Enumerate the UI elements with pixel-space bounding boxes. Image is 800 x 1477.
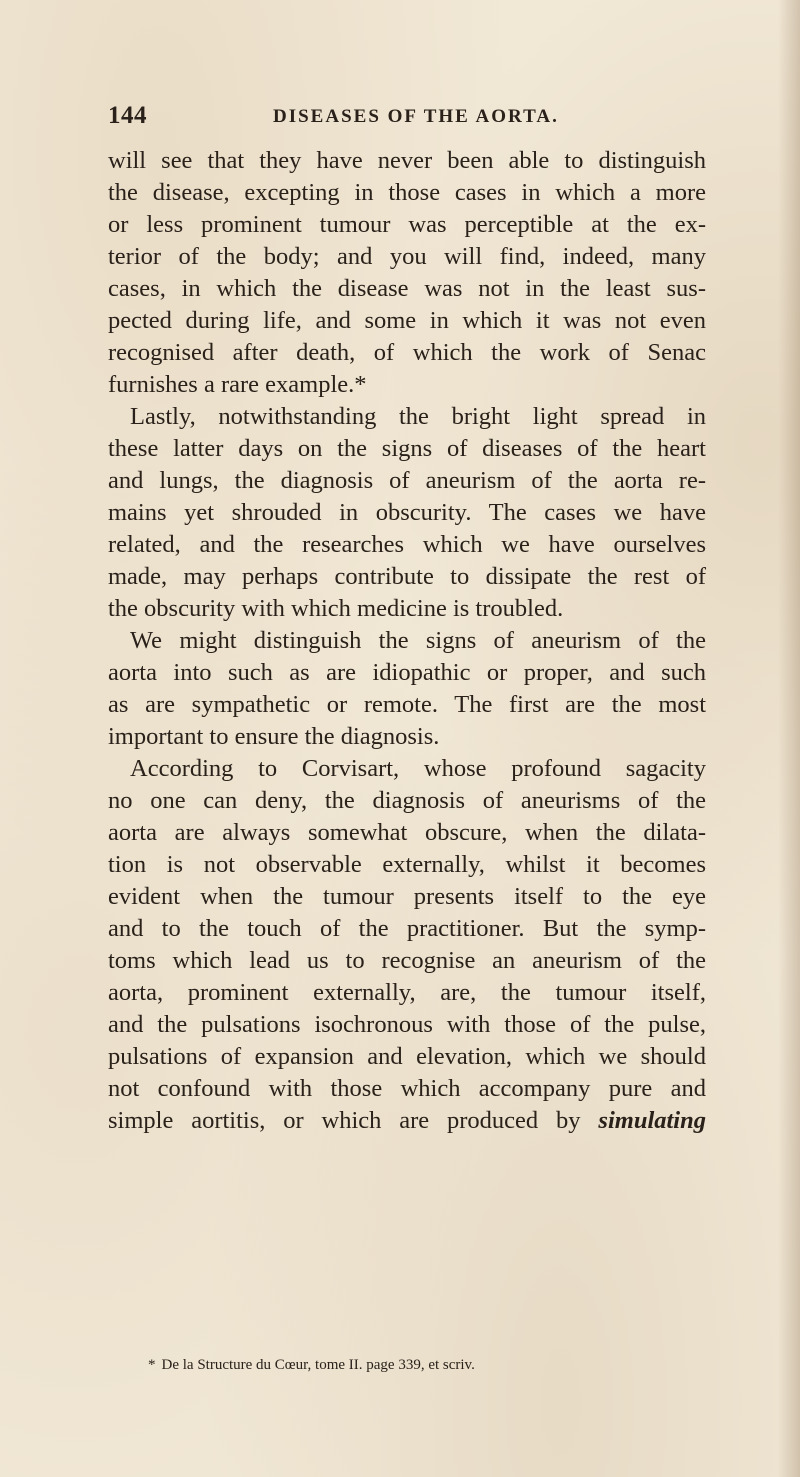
text-line: aorta are always somewhat obscure, when the dilata-: [108, 819, 706, 846]
running-head: DISEASES OF THE AORTA.: [273, 106, 559, 127]
text-line: cases, in which the disease was not in the least sus-: [108, 275, 706, 302]
text-line: terior of the body; and you will find, indeed, many: [108, 243, 706, 270]
text-line: these latter days on the signs of diseases of the heart: [108, 435, 706, 462]
text-line: aorta, prominent externally, are, the tumour itself,: [108, 979, 706, 1006]
text-line: tion is not observable externally, whilst it becomes: [108, 851, 706, 878]
text-line: recognised after death, of which the work of Senac: [108, 339, 706, 366]
text-line: the disease, excepting in those cases in which a more: [108, 179, 706, 206]
text-line: will see that they have never been able to distinguish: [108, 147, 706, 174]
text-line: or less prominent tumour was perceptible at the ex-: [108, 211, 706, 238]
last-line-text: simple aortitis, or which are produced by: [108, 1107, 581, 1134]
text-line: and to the touch of the practitioner. But the symp-: [108, 915, 706, 942]
text-line: pulsations of expansion and elevation, which we should: [108, 1043, 706, 1070]
text-line-last: [108, 1105, 706, 1137]
footnote-text: De la Structure du Cœur, tome II. page 339, et scriv.: [161, 1357, 475, 1373]
text-line: not confound with those which accompany pure and: [108, 1075, 706, 1102]
text-line: important to ensure the diagnosis.: [108, 723, 440, 750]
page-edge-shadow: [778, 0, 800, 1477]
text-line: furnishes a rare example.*: [108, 371, 367, 398]
text-line: the obscurity with which medicine is troubled.: [108, 595, 564, 622]
text-line: We might distinguish the signs of aneurism of the: [130, 627, 706, 654]
text-line: and the pulsations isochronous with those of the pulse,: [108, 1011, 706, 1038]
text-line: as are sympathetic or remote. The first are the most: [108, 691, 706, 718]
text-line: no one can deny, the diagnosis of aneurisms of the: [108, 787, 706, 814]
page-header: [108, 102, 588, 138]
footnote-mark: *: [148, 1357, 156, 1373]
text-line: made, may perhaps contribute to dissipate the rest of: [108, 563, 706, 590]
text-line: Lastly, notwithstanding the bright light spread in: [130, 403, 706, 430]
text-line: According to Corvisart, whose profound sagacity: [130, 755, 706, 782]
text-line: toms which lead us to recognise an aneurism of the: [108, 947, 706, 974]
text-line: evident when the tumour presents itself to the eye: [108, 883, 706, 910]
text-line: mains yet shrouded in obscurity. The cases we have: [108, 499, 706, 526]
footnote: [148, 1357, 475, 1374]
text-line: related, and the researches which we have ourselves: [108, 531, 706, 558]
page-number: 144: [108, 102, 147, 129]
text-line: pected during life, and some in which it was not even: [108, 307, 706, 334]
italic-word: simulating: [598, 1107, 706, 1134]
text-line: aorta into such as are idiopathic or proper, and such: [108, 659, 706, 686]
text-line: and lungs, the diagnosis of aneurism of the aorta re-: [108, 467, 706, 494]
